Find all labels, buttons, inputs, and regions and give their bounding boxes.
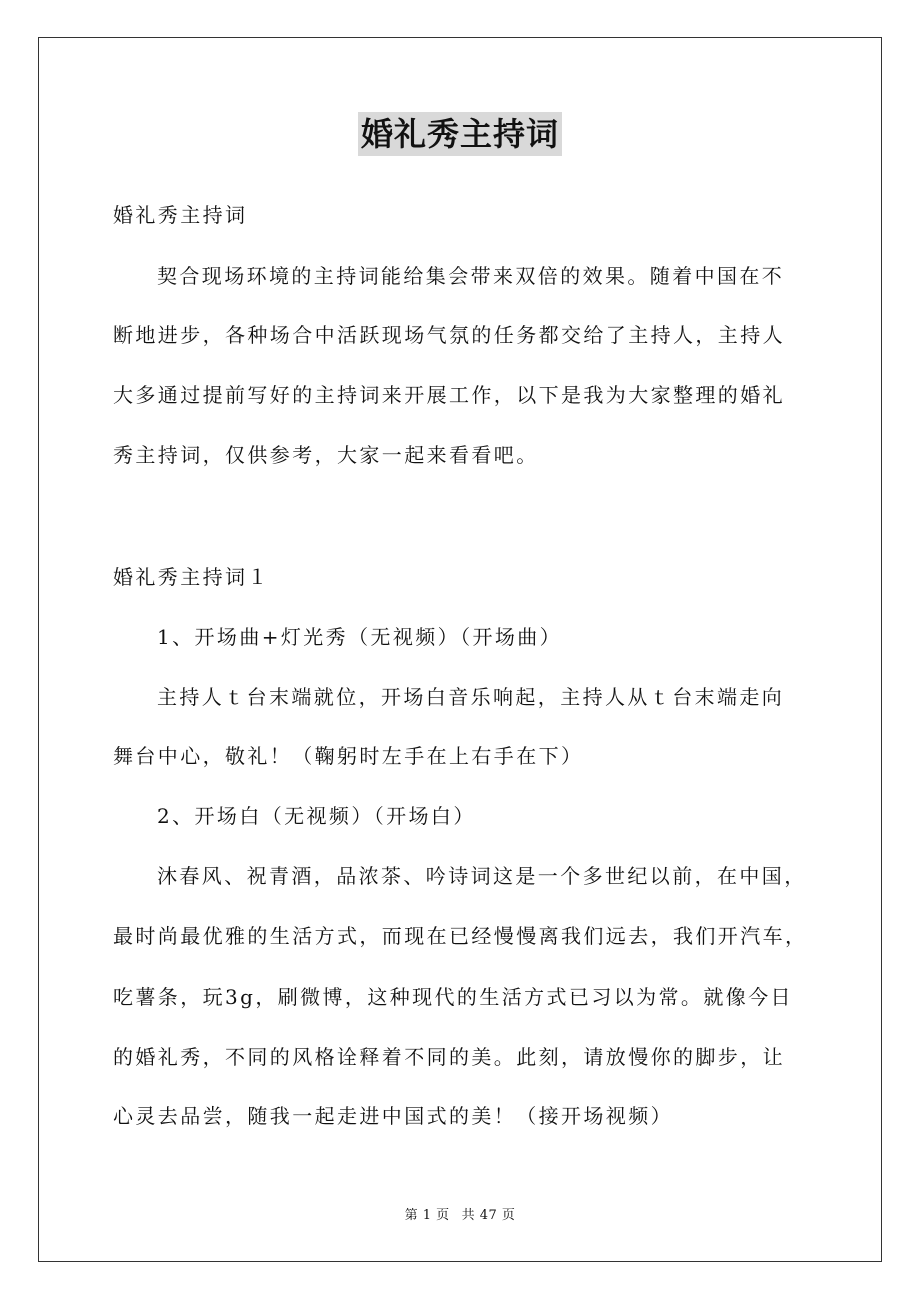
paragraph-line: 最时尚最优雅的生活方式，而现在已经慢慢离我们远去，我们开汽车，	[113, 924, 808, 948]
paragraph-line: 吃薯条，玩3g，刷微博，这种现代的生活方式已习以为常。就像今日	[113, 985, 793, 1009]
paragraph-line: 的婚礼秀，不同的风格诠释着不同的美。此刻，请放慢你的脚步，让	[113, 1045, 785, 1069]
item-heading: 2、开场白（无视频）（开场白）	[157, 804, 476, 828]
paragraph-line: 契合现场环境的主持词能给集会带来双倍的效果。随着中国在不	[157, 264, 785, 288]
page-footer	[0, 1206, 920, 1226]
section-heading: 婚礼秀主持词１	[113, 565, 270, 589]
page-number: 第 1 页	[404, 1208, 450, 1223]
item-heading: 1、开场曲+灯光秀（无视频）（开场曲）	[157, 625, 563, 649]
total-pages: 共 47 页	[461, 1208, 516, 1223]
subtitle: 婚礼秀主持词	[113, 203, 248, 227]
paragraph-line: 秀主持词，仅供参考，大家一起来看看吧。	[113, 443, 539, 467]
title-container	[0, 112, 920, 156]
paragraph-line: 主持人ｔ台末端就位，开场白音乐响起，主持人从ｔ台末端走向	[157, 685, 785, 709]
paragraph-line: 沐春风、祝青酒，品浓茶、吟诗词这是一个多世纪以前，在中国，	[157, 864, 807, 888]
document-title: 婚礼秀主持词	[358, 112, 562, 156]
paragraph-line: 断地进步，各种场合中活跃现场气氛的任务都交给了主持人，主持人	[113, 323, 785, 347]
paragraph-line: 大多通过提前写好的主持词来开展工作，以下是我为大家整理的婚礼	[113, 383, 785, 407]
paragraph-line: 舞台中心，敬礼！（鞠躬时左手在上右手在下）	[113, 744, 584, 768]
paragraph-line: 心灵去品尝，随我一起走进中国式的美！（接开场视频）	[113, 1104, 673, 1128]
